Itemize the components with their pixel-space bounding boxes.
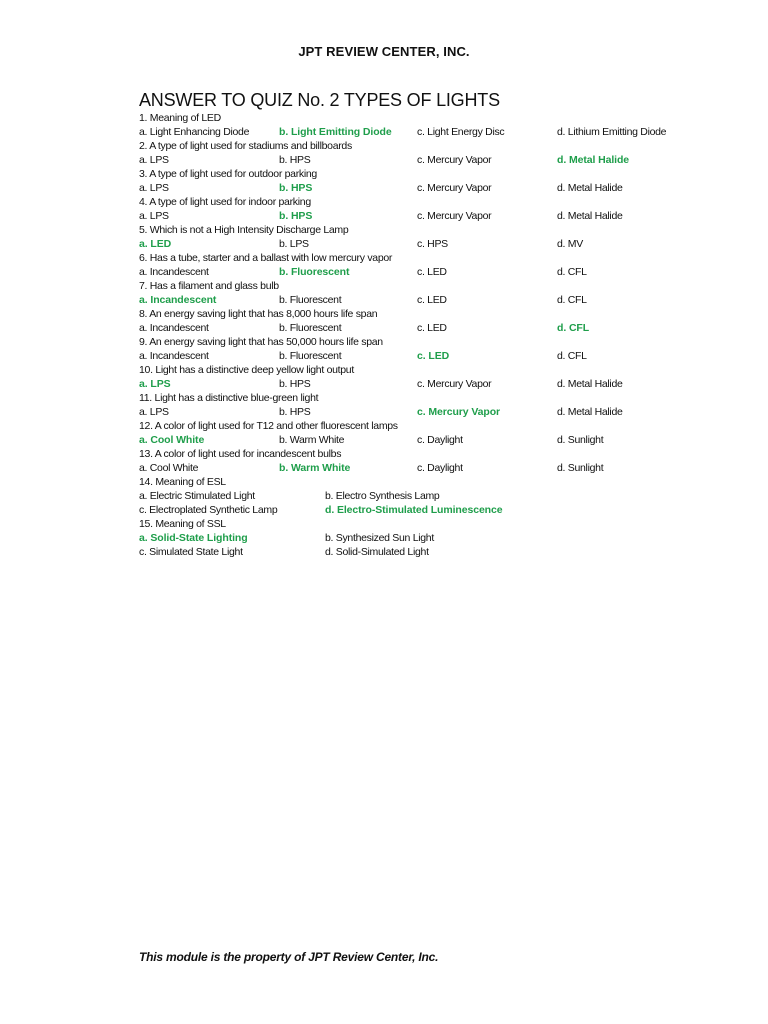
answer-choice: b. HPS <box>279 378 311 390</box>
correct-answer: b. Warm White <box>279 462 351 474</box>
correct-answer: d. Metal Halide <box>557 154 630 166</box>
answer-choice: c. LED <box>417 294 447 306</box>
answer-choice: a. LPS <box>139 210 169 222</box>
answer-choice: d. CFL <box>557 350 587 362</box>
correct-answer: b. Fluorescent <box>279 266 350 278</box>
answer-choice: c. Mercury Vapor <box>417 378 492 390</box>
answer-choice: d. Solid-Simulated Light <box>325 546 429 558</box>
answer-choice: b. Fluorescent <box>279 350 342 362</box>
answer-choice: a. LPS <box>139 154 169 166</box>
answer-choice: c. Daylight <box>417 434 463 446</box>
question-text: 5. Which is not a High Intensity Discharge Lamp <box>139 224 349 236</box>
question-text: 11. Light has a distinctive blue-green light <box>139 392 319 404</box>
answer-choice: b. LPS <box>279 238 309 250</box>
choices-row <box>139 405 719 419</box>
choices-row <box>139 503 719 517</box>
answer-choice: c. Simulated State Light <box>139 546 243 558</box>
question-text: 12. A color of light used for T12 and other fluorescent lamps <box>139 420 398 432</box>
correct-answer: d. Electro-Stimulated Luminescence <box>325 504 503 516</box>
answer-choice: a. Cool White <box>139 462 199 474</box>
answer-choice: c. HPS <box>417 238 448 250</box>
correct-answer: a. Cool White <box>139 434 205 446</box>
choices-row <box>139 349 719 363</box>
question-text: 14. Meaning of ESL <box>139 476 226 488</box>
choices-row <box>139 377 719 391</box>
correct-answer: a. LED <box>139 238 172 250</box>
answer-choice: c. LED <box>417 266 447 278</box>
correct-answer: a. Solid-State Lighting <box>139 532 248 544</box>
question-text: 9. An energy saving light that has 50,000 hours life span <box>139 336 383 348</box>
choices-row <box>139 125 719 139</box>
correct-answer: c. Mercury Vapor <box>417 406 501 418</box>
quiz-answer-list <box>139 111 719 559</box>
answer-choice: b. Warm White <box>279 434 345 446</box>
question-text: 15. Meaning of SSL <box>139 518 226 530</box>
choices-row <box>139 153 719 167</box>
answer-choice: d. Metal Halide <box>557 182 623 194</box>
answer-choice: c. Mercury Vapor <box>417 154 492 166</box>
choices-row <box>139 461 719 475</box>
choices-row <box>139 321 719 335</box>
choices-row <box>139 545 719 559</box>
answer-choice: b. Electro Synthesis Lamp <box>325 490 440 502</box>
organization-header: JPT REVIEW CENTER, INC. <box>298 44 470 59</box>
answer-choice: c. LED <box>417 322 447 334</box>
choices-row <box>139 237 719 251</box>
answer-choice: a. Electric Stimulated Light <box>139 490 255 502</box>
question-text: 8. An energy saving light that has 8,000 hours life span <box>139 308 378 320</box>
answer-choice: d. Sunlight <box>557 434 604 446</box>
choices-row <box>139 489 719 503</box>
correct-answer: d. CFL <box>557 322 590 334</box>
answer-choice: a. LPS <box>139 182 169 194</box>
answer-choice: c. Mercury Vapor <box>417 182 492 194</box>
answer-choice: b. Fluorescent <box>279 322 342 334</box>
answer-choice: c. Daylight <box>417 462 463 474</box>
answer-choice: c. Light Energy Disc <box>417 126 505 138</box>
answer-choice: a. Incandescent <box>139 350 209 362</box>
answer-choice: d. Metal Halide <box>557 406 623 418</box>
answer-choice: a. LPS <box>139 406 169 418</box>
answer-choice: d. Sunlight <box>557 462 604 474</box>
answer-choice: b. HPS <box>279 154 311 166</box>
answer-choice: d. CFL <box>557 294 587 306</box>
choices-row <box>139 433 719 447</box>
correct-answer: a. LPS <box>139 378 171 390</box>
choices-row <box>139 209 719 223</box>
question-text: 4. A type of light used for indoor parking <box>139 196 311 208</box>
correct-answer: b. HPS <box>279 182 313 194</box>
correct-answer: c. LED <box>417 350 450 362</box>
answer-choice: b. Fluorescent <box>279 294 342 306</box>
question-text: 6. Has a tube, starter and a ballast with low mercury vapor <box>139 252 393 264</box>
answer-choice: d. Metal Halide <box>557 210 623 222</box>
question-text: 7. Has a filament and glass bulb <box>139 280 279 292</box>
correct-answer: a. Incandescent <box>139 294 217 306</box>
answer-choice: b. Synthesized Sun Light <box>325 532 434 544</box>
choices-row <box>139 265 719 279</box>
answer-choice: c. Mercury Vapor <box>417 210 492 222</box>
answer-choice: d. Lithium Emitting Diode <box>557 126 667 138</box>
correct-answer: b. HPS <box>279 210 313 222</box>
answer-choice: d. Metal Halide <box>557 378 623 390</box>
answer-choice: b. HPS <box>279 406 311 418</box>
question-text: 2. A type of light used for stadiums and billboards <box>139 140 352 152</box>
correct-answer: b. Light Emitting Diode <box>279 126 392 138</box>
page-title: ANSWER TO QUIZ No. 2 TYPES OF LIGHTS <box>139 90 500 110</box>
choices-row <box>139 293 719 307</box>
footer-note: This module is the property of JPT Review Center, Inc. <box>139 950 439 964</box>
answer-choice: d. CFL <box>557 266 587 278</box>
choices-row <box>139 181 719 195</box>
question-text: 3. A type of light used for outdoor parking <box>139 168 317 180</box>
answer-choice: a. Incandescent <box>139 266 209 278</box>
question-text: 1. Meaning of LED <box>139 112 221 124</box>
answer-choice: a. Incandescent <box>139 322 209 334</box>
answer-choice: c. Electroplated Synthetic Lamp <box>139 504 278 516</box>
choices-row <box>139 531 719 545</box>
answer-choice: a. Light Enhancing Diode <box>139 126 250 138</box>
question-text: 13. A color of light used for incandescent bulbs <box>139 448 342 460</box>
answer-choice: d. MV <box>557 238 583 250</box>
question-text: 10. Light has a distinctive deep yellow light output <box>139 364 354 376</box>
